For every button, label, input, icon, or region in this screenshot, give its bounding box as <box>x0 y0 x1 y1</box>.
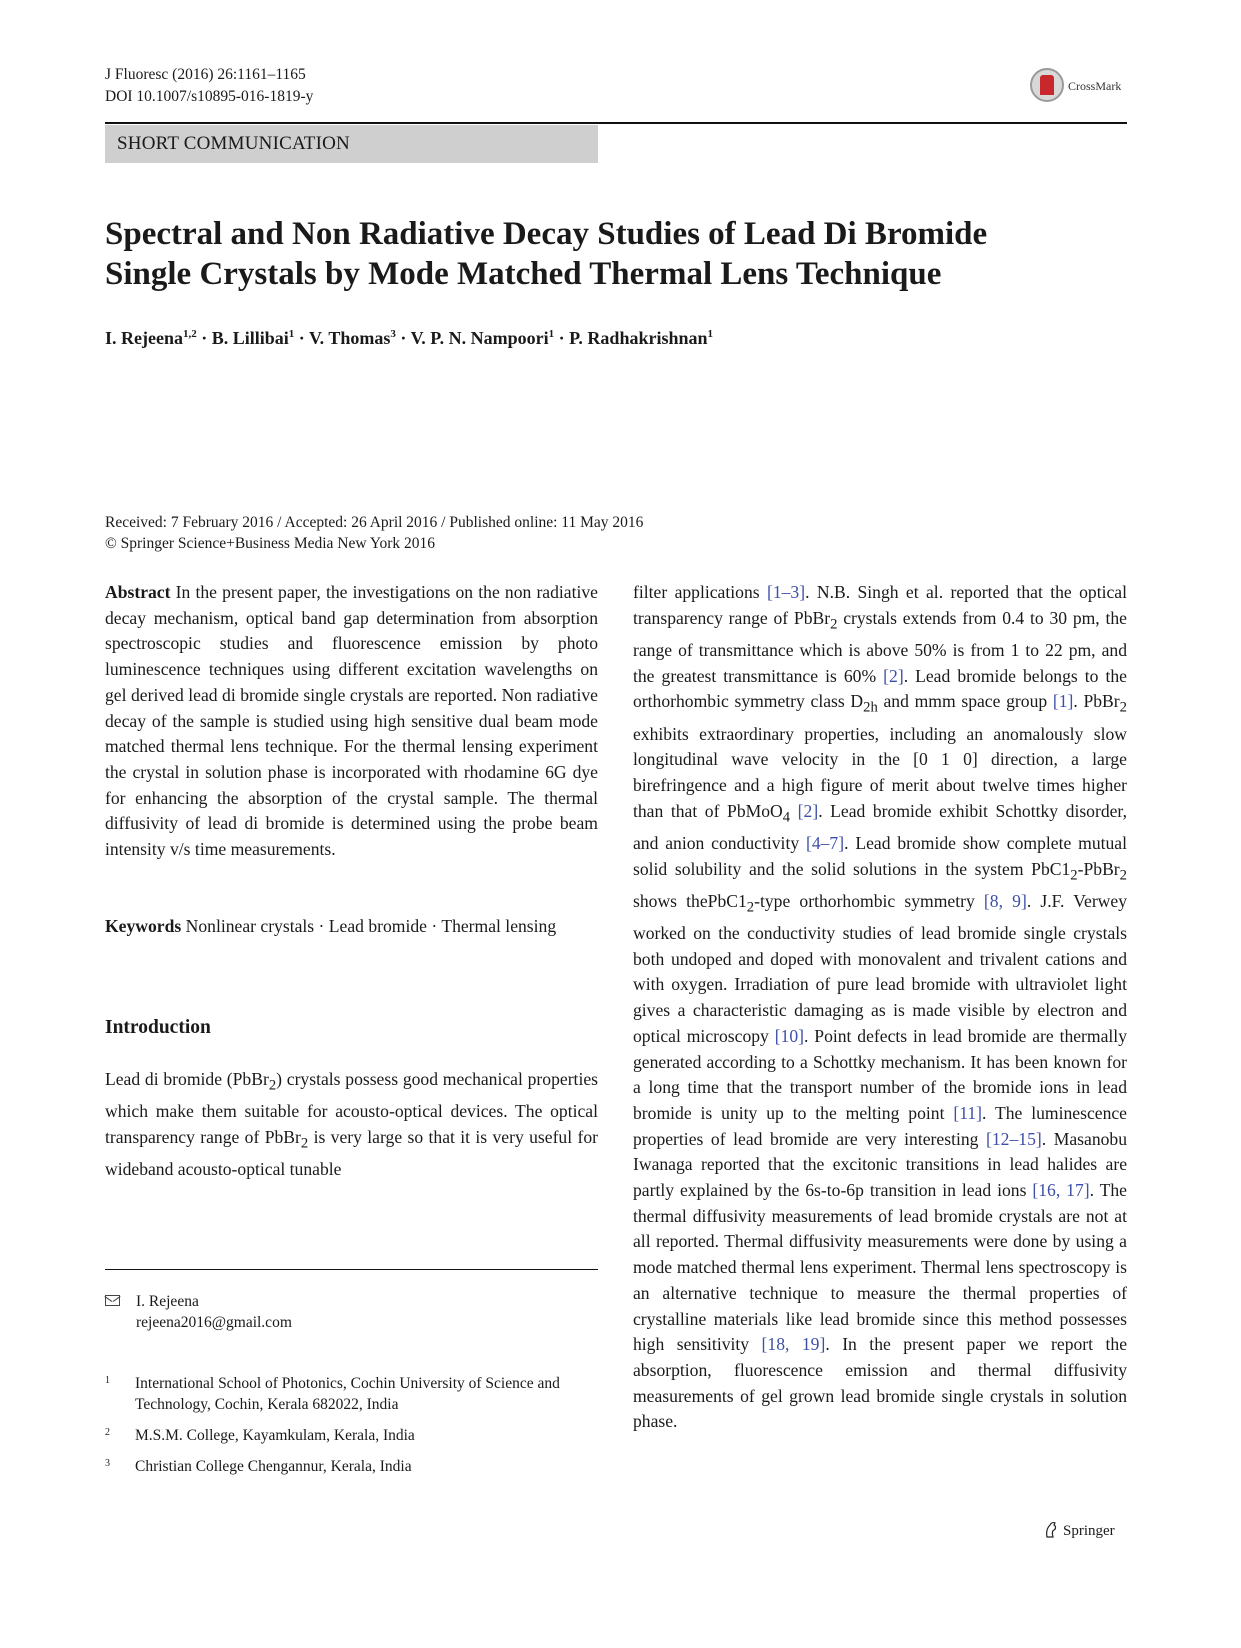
abstract-label: Abstract <box>105 582 171 602</box>
body-text: . Masanobu Iwanaga reported that the excitonic transitions in lead halides are partly explained by the 6s-to-6p transition in lead ions <box>633 1128 1128 1201</box>
author-affiliation: 1 <box>548 328 555 340</box>
crossmark-badge[interactable] <box>1030 68 1126 108</box>
subscript: 2 <box>268 1077 277 1094</box>
introduction-continued <box>633 580 1127 1435</box>
subscript: 4 <box>782 809 791 826</box>
introduction-heading: Introduction <box>105 1017 211 1038</box>
author-separator: · <box>400 328 407 348</box>
reference-link[interactable]: [18, 19] <box>761 1334 826 1355</box>
body-text: . The luminescence properties of lead bromide are very interesting <box>633 1102 1127 1149</box>
body-text: . In the present paper we report the absorption, fluorescence emission and thermal diffusivity measurements of gel grown lead bromide single crystals in solution phase. <box>633 1334 1128 1432</box>
springer-horse-icon <box>1043 1521 1059 1539</box>
body-text: . Lead bromide belongs to the orthorhombic symmetry class D <box>633 665 1127 712</box>
crossmark-label: CrossMark <box>1068 79 1122 93</box>
keywords-label: Keywords <box>105 916 182 936</box>
body-text: . Point defects in lead bromide are thermally generated according to a Schottky mechanism. It has been known for a long time that the transport number of the bromide ions in lead bromide is unity up to the melting point <box>633 1025 1127 1123</box>
author-list <box>105 328 713 349</box>
intro-text: ) crystals possess good mechanical properties which make them suitable for acousto-optical devices. The optical transparency range of PbBr <box>105 1069 598 1147</box>
body-text: -PbBr <box>1077 858 1120 879</box>
publisher-name: Springer <box>1063 1523 1115 1539</box>
subscript: 2 <box>830 616 838 633</box>
body-text: . Lead bromide show complete mutual solid solubility and the solid solutions in the system PbC1 <box>633 832 1127 879</box>
reference-link[interactable]: [8, 9] <box>983 890 1027 911</box>
author-separator: · <box>298 328 305 348</box>
section-label: SHORT COMMUNICATION <box>117 133 350 154</box>
body-text: crystals extends from 0.4 to 30 pm, the range of transmittance which is above 50% is from 1 to 22 pm, and the greatest transmittance is 60% <box>633 607 1127 686</box>
reference-link[interactable]: [1–3] <box>766 582 806 602</box>
affiliation-number: 2 <box>105 1427 110 1438</box>
keywords <box>105 914 598 940</box>
reference-link[interactable]: [10] <box>774 1025 805 1046</box>
intro-text: Lead di bromide (PbBr <box>105 1069 269 1089</box>
author-affiliation: 3 <box>390 328 396 340</box>
title-line-2: Single Crystals by Mode Matched Thermal Lens Technique <box>105 256 942 292</box>
abstract <box>105 580 598 863</box>
dates-line: Received: 7 February 2016 / Accepted: 26 April 2016 / Published online: 11 May 2016 <box>105 514 644 531</box>
subscript: 2 <box>746 899 755 916</box>
reference-link[interactable]: [12–15] <box>986 1128 1042 1149</box>
subscript: 2 <box>300 1135 309 1152</box>
copyright-line: © Springer Science+Business Media New York 2016 <box>105 535 436 552</box>
reference-link[interactable]: [4–7] <box>805 832 845 853</box>
subscript: 2 <box>1119 699 1127 716</box>
body-text: . N.B. Singh et al. reported that the optical transparency range of PbBr <box>633 582 1127 628</box>
affiliation-3 <box>105 1456 605 1477</box>
corresponding-email[interactable]: rejeena2016@gmail.com <box>136 1314 292 1331</box>
header-rule <box>105 122 1127 124</box>
reference-link[interactable]: [1] <box>1052 691 1074 712</box>
introduction-paragraph <box>105 1067 598 1183</box>
envelope-icon <box>105 1295 120 1306</box>
author-affiliation: 1 <box>707 328 713 340</box>
reference-link[interactable]: [16, 17] <box>1032 1180 1090 1201</box>
affiliation-number: 1 <box>105 1375 110 1386</box>
subscript: 2h <box>863 699 878 716</box>
reference-link[interactable]: [11] <box>953 1102 983 1123</box>
author-name: I. Rejeena <box>105 328 183 348</box>
subscript: 2 <box>1070 867 1078 884</box>
publisher-logo <box>1043 1521 1115 1540</box>
body-text: and mmm space group <box>877 691 1053 712</box>
author-name: B. Lillibai <box>211 328 289 348</box>
affiliation-1 <box>105 1373 605 1415</box>
body-text: shows thePbC1 <box>633 890 747 911</box>
body-text: filter applications <box>633 582 767 602</box>
affiliation-2 <box>105 1425 605 1446</box>
abstract-text: In the present paper, the investigations on the non radiative decay mechanism, optical band gap determination from absorption spectroscopic studies and fluorescence emission by photo luminescence techniques using different excitation wavelengths on gel derived lead di bromide single crystals are reported. Non radiative decay of the sample is studied using high sensitive dual beam mode matched thermal lens technique. For the thermal lensing experiment the crystal in solution phase is incorporated with rhodamine 6G dye for enhancing the absorption of the crystal sample. The thermal diffusivity of lead di bromide is determined using the probe beam intensity v/s time measurements. <box>105 582 598 860</box>
body-text: . J.F. Verwey worked on the conductivity studies of lead bromide single crystals both undoped and doped with monovalent and trivalent cations and with oxygen. Irradiation of pure lead bromide with ultraviolet light gives a characteristic damaging as is made visible by electron and optical microscopy <box>633 890 1127 1046</box>
author-separator: · <box>558 328 565 348</box>
keywords-text: Nonlinear crystals · Lead bromide · Thermal lensing <box>185 916 557 936</box>
author-name: P. Radhakrishnan <box>569 328 708 348</box>
affiliation-text: Christian College Chengannur, Kerala, India <box>135 1458 412 1475</box>
author-affiliation: 1 <box>288 328 295 340</box>
section-label-bar <box>105 125 598 163</box>
doi-line[interactable]: DOI 10.1007/s10895-016-1819-y <box>105 88 314 105</box>
corresponding-name: I. Rejeena <box>136 1293 199 1310</box>
body-text: exhibits extraordinary properties, including an anomalously slow longitudinal wave velocity in the [0 1 0] direction, a large birefringence and a high figure of merit about twelve times higher than that of PbMoO <box>633 723 1127 821</box>
article-title <box>105 214 1135 294</box>
affiliation-text: International School of Photonics, Cochin University of Science and Technology, Cochin, Kerala 682022, India <box>135 1375 560 1413</box>
journal-line: J Fluoresc (2016) 26:1161–1165 <box>105 66 306 83</box>
body-text: . The thermal diffusivity measurements of lead bromide crystals are not at all reported. Thermal diffusivity measurements were done by using a mode matched thermal lens experiment. Thermal lens spectroscopy is an alternative technique to measure the thermal properties of crystalline materials like lead bromide since this method possesses high sensitivity <box>633 1180 1127 1355</box>
corresponding-author <box>105 1291 292 1333</box>
author-affiliation: 1,2 <box>182 328 197 340</box>
footnote-rule <box>105 1269 598 1270</box>
title-line-1: Spectral and Non Radiative Decay Studies of Lead Di Bromide <box>105 216 988 252</box>
affiliation-number: 3 <box>105 1458 110 1469</box>
body-text: -type orthorhombic symmetry <box>754 890 984 911</box>
body-text: . PbBr <box>1073 691 1120 712</box>
intro-text: is very large so that it is very useful for wideband acousto-optical tunable <box>105 1126 598 1180</box>
crossmark-icon <box>1030 68 1064 102</box>
subscript: 2 <box>1119 867 1127 884</box>
body-text: . Lead bromide exhibit Schottky disorder, and anion conductivity <box>633 800 1127 853</box>
author-separator: · <box>201 328 208 348</box>
reference-link[interactable]: [2] <box>797 800 819 821</box>
author-name: V. P. N. Nampoori <box>410 328 549 348</box>
affiliation-text: M.S.M. College, Kayamkulam, Kerala, India <box>135 1427 415 1444</box>
publication-dates <box>105 512 643 554</box>
author-name: V. Thomas <box>308 328 391 348</box>
reference-link[interactable]: [2] <box>883 665 904 686</box>
journal-citation <box>105 64 313 108</box>
